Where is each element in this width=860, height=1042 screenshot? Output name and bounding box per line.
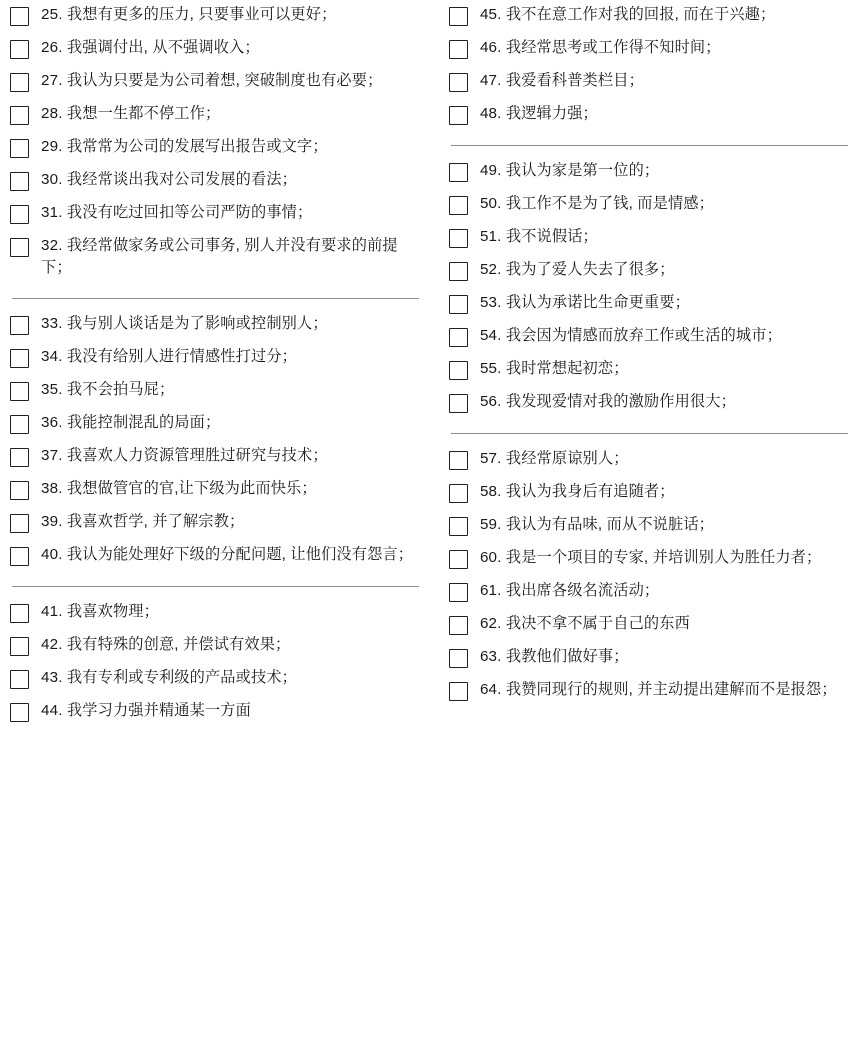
question-group [449,160,850,424]
question-text: 25. 我想有更多的压力, 只要事业可以更好； [41,6,337,23]
list-item[interactable] [449,193,850,215]
list-item[interactable] [10,169,421,191]
checkbox-q59[interactable] [449,517,468,536]
question-text: 41. 我喜欢物理； [41,603,159,621]
list-item[interactable] [10,379,421,401]
list-item[interactable] [10,136,421,158]
section-divider [12,298,419,299]
checkbox-q35[interactable] [10,382,29,401]
list-item[interactable] [449,547,850,569]
checkbox-q34[interactable] [10,349,29,368]
checkbox-q25[interactable] [10,7,29,26]
list-item[interactable] [10,544,421,566]
list-item[interactable] [10,445,421,467]
question-text: 52. 我为了爱人失去了很多； [479,261,675,278]
list-item[interactable] [449,448,850,470]
question-text: 58. 我认为我身后有追随者； [479,483,675,500]
list-item[interactable] [449,325,850,347]
list-item[interactable] [449,646,850,668]
checkbox-q29[interactable] [10,139,29,158]
checkbox-q44[interactable] [10,703,29,722]
checkbox-q39[interactable] [10,514,29,533]
checkbox-q63[interactable] [449,649,468,668]
question-text: 45. 我不在意工作对我的回报, 而在于兴趣； [479,6,776,23]
checkbox-q56[interactable] [449,394,468,413]
checkbox-q36[interactable] [10,415,29,434]
list-item[interactable] [10,4,421,26]
list-item[interactable] [449,37,850,59]
question-text: 31. 我没有吃过回扣等公司严防的事情； [41,204,313,221]
question-text: 54. 我会因为情感而放弃工作或生活的城市； [479,327,782,344]
list-item[interactable] [449,259,850,281]
question-text: 46. 我经常思考或工作得不知时间； [479,39,721,56]
question-text: 57. 我经常原谅别人； [479,450,629,467]
list-item[interactable] [10,70,421,92]
question-text: 49. 我认为家是第一位的； [479,162,660,179]
left-column [10,4,435,1042]
question-text: 40. 我认为能处理好下级的分配问题, 让他们没有怨言； [41,546,414,564]
question-text: 32. 我经常做家务或公司事务, 别人并没有要求的前提下； [41,237,398,276]
list-item[interactable] [10,37,421,59]
list-item[interactable] [449,160,850,182]
checkbox-q40[interactable] [10,547,29,566]
question-group [449,4,850,136]
list-item[interactable] [449,514,850,536]
list-item[interactable] [449,391,850,413]
question-text: 29. 我常常为公司的发展写出报告或文字； [41,138,328,155]
list-item[interactable] [449,70,850,92]
question-text: 60. 我是一个项目的专家, 并培训别人为胜任力者； [479,549,822,566]
checkbox-q62[interactable] [449,616,468,635]
checkbox-q26[interactable] [10,40,29,59]
checkbox-q52[interactable] [449,262,468,281]
list-item[interactable] [10,601,421,623]
question-text: 37. 我喜欢人力资源管理胜过研究与技术； [41,447,328,465]
question-text: 44. 我学习力强并精通某一方面 [41,702,251,720]
question-text: 28. 我想一生都不停工作； [41,105,221,122]
checkbox-q58[interactable] [449,484,468,503]
question-group [10,4,421,289]
question-group [10,601,421,733]
question-text: 36. 我能控制混乱的局面； [41,414,221,432]
question-text: 55. 我时常想起初恋； [479,360,629,377]
list-item[interactable] [10,346,421,368]
section-divider [451,433,848,434]
checkbox-q38[interactable] [10,481,29,500]
section-divider [451,145,848,146]
checkbox-q47[interactable] [449,73,468,92]
question-text: 27. 我认为只要是为公司着想, 突破制度也有必要； [41,72,383,89]
list-item[interactable] [10,667,421,689]
checkbox-q33[interactable] [10,316,29,335]
question-text: 47. 我爱看科普类栏目； [479,72,644,89]
checkbox-q51[interactable] [449,229,468,248]
checkbox-q48[interactable] [449,106,468,125]
right-column [435,4,850,1042]
question-group [449,448,850,712]
list-item[interactable] [449,358,850,380]
checkbox-q37[interactable] [10,448,29,467]
list-item[interactable] [10,700,421,722]
question-text: 33. 我与别人谈话是为了影响或控制别人； [41,315,328,333]
question-text: 48. 我逻辑力强； [479,105,598,122]
list-item[interactable] [449,226,850,248]
checkbox-q53[interactable] [449,295,468,314]
checkbox-q32[interactable] [10,238,29,257]
question-text: 61. 我出席各级名流活动； [479,582,660,599]
list-item[interactable] [10,235,421,278]
list-item[interactable] [10,511,421,533]
list-item[interactable] [10,313,421,335]
checkbox-q41[interactable] [10,604,29,623]
list-item[interactable] [10,202,421,224]
question-text: 59. 我认为有品味, 而从不说脏话； [479,516,714,533]
list-item[interactable] [449,103,850,125]
list-item[interactable] [449,679,850,701]
question-text: 43. 我有专利或专利级的产品或技术； [41,669,297,687]
question-text: 42. 我有特殊的创意, 并偿试有效果； [41,636,291,654]
question-text: 63. 我教他们做好事； [479,648,629,665]
checkbox-q54[interactable] [449,328,468,347]
checkbox-q55[interactable] [449,361,468,380]
checkbox-q57[interactable] [449,451,468,470]
list-item[interactable] [10,103,421,125]
section-divider [12,586,419,587]
question-text: 62. 我决不拿不属于自己的东西 [479,615,690,632]
question-text: 34. 我没有给别人进行情感性打过分； [41,348,297,366]
question-text: 53. 我认为承诺比生命更重要； [479,294,690,311]
checkbox-q49[interactable] [449,163,468,182]
checkbox-q60[interactable] [449,550,468,569]
checkbox-q27[interactable] [10,73,29,92]
checkbox-q43[interactable] [10,670,29,689]
question-text: 35. 我不会拍马屁； [41,381,175,399]
checkbox-q46[interactable] [449,40,468,59]
checkbox-q42[interactable] [10,637,29,656]
question-group [10,313,421,577]
list-item[interactable] [449,580,850,602]
checkbox-q28[interactable] [10,106,29,125]
question-text: 26. 我强调付出, 从不强调收入； [41,39,260,56]
question-text: 50. 我工作不是为了钱, 而是情感； [479,195,714,212]
checkbox-q64[interactable] [449,682,468,701]
question-text: 64. 我赞同现行的规则, 并主动提出建解而不是报怨； [479,681,837,698]
list-item[interactable] [10,634,421,656]
question-text: 56. 我发现爱情对我的激励作用很大； [479,393,736,410]
checkbox-q61[interactable] [449,583,468,602]
question-text: 39. 我喜欢哲学, 并了解宗教； [41,513,245,531]
checkbox-q31[interactable] [10,205,29,224]
list-item[interactable] [449,292,850,314]
checkbox-q50[interactable] [449,196,468,215]
list-item[interactable] [449,481,850,503]
checkbox-q30[interactable] [10,172,29,191]
question-text: 38. 我想做管官的官,让下级为此而快乐； [41,480,317,498]
list-item[interactable] [449,613,850,635]
list-item[interactable] [10,412,421,434]
checkbox-q45[interactable] [449,7,468,26]
question-text: 51. 我不说假话； [479,228,598,245]
list-item[interactable] [449,4,850,26]
list-item[interactable] [10,478,421,500]
question-text: 30. 我经常谈出我对公司发展的看法； [41,171,297,188]
